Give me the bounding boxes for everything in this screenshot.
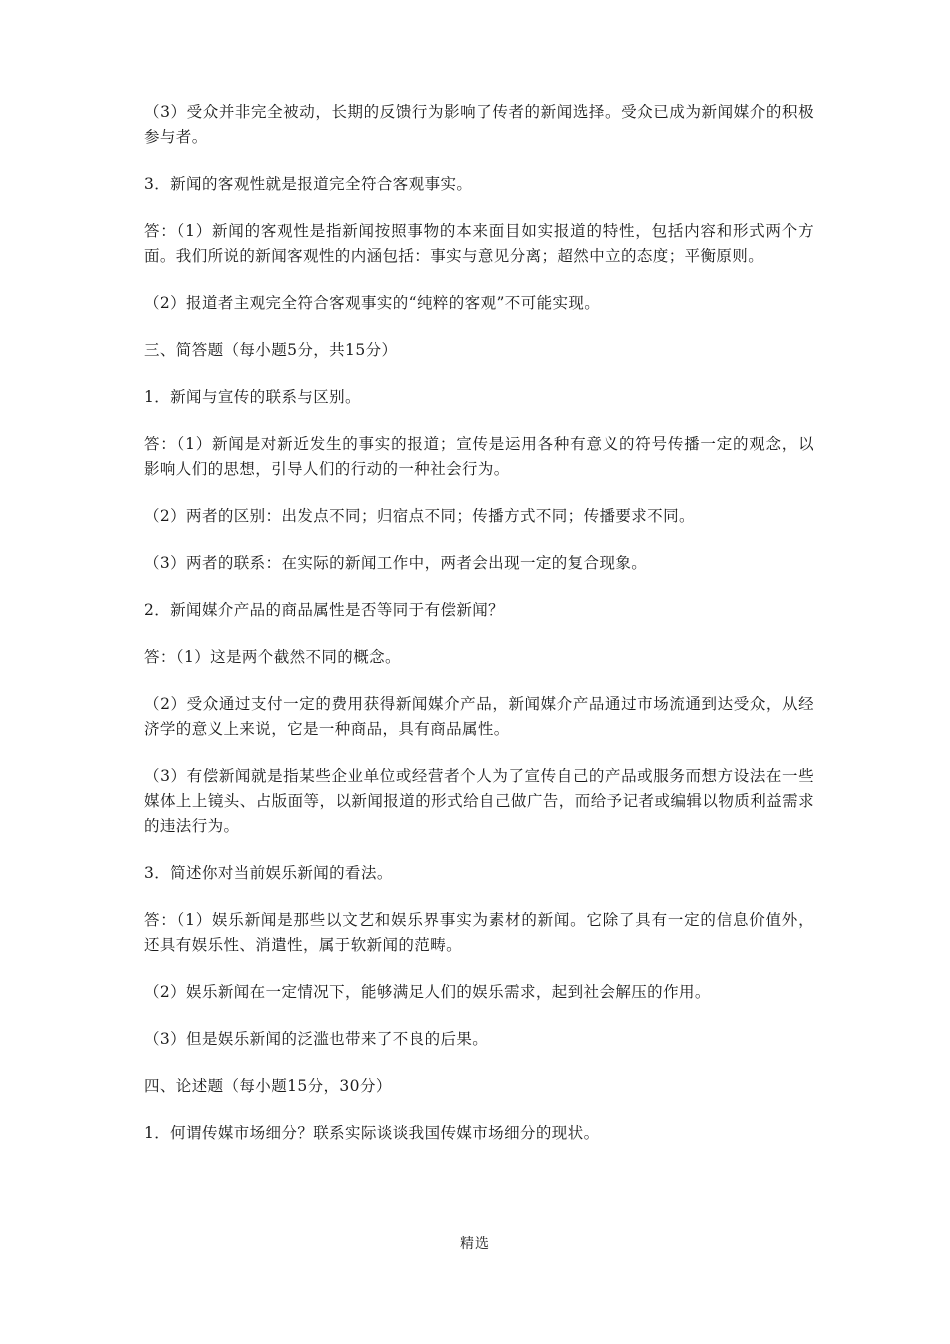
answer-propaganda-1: 答：（1）新闻是对新近发生的事实的报道；宣传是运用各种有意义的符号传播一定的观念，以影响人们的思想，引导人们的行动的一种社会行为。 xyxy=(144,435,814,478)
answer-commodity-2: （2）受众通过支付一定的费用获得新闻媒介产品，新闻媒介产品通过市场流通到达受众，从经济学的意义上来说，它是一种商品，具有商品属性。 xyxy=(144,695,814,738)
answer-entertainment-1: 答：（1）娱乐新闻是那些以文艺和娱乐界事实为素材的新闻。它除了具有一定的信息价值外，还具有娱乐性、消遣性，属于软新闻的范畴。 xyxy=(144,911,814,954)
answer-propaganda-2: （2）两者的区别：出发点不同；归宿点不同；传播方式不同；传播要求不同。 xyxy=(144,507,695,525)
answer-objectivity-1: 答：（1）新闻的客观性是指新闻按照事物的本来面目如实报道的特性，包括内容和形式两个方面。我们所说的新闻客观性的内涵包括：事实与意见分离；超然中立的态度；平衡原则。 xyxy=(144,222,814,265)
question-news-vs-propaganda: 1．新闻与宣传的联系与区别。 xyxy=(144,388,361,406)
question-commodity-attribute: 2．新闻媒介产品的商品属性是否等同于有偿新闻？ xyxy=(144,601,505,619)
document-body xyxy=(144,100,814,1168)
answer-commodity-3: （3）有偿新闻就是指某些企业单位或经营者个人为了宣传自己的产品或服务而想方设法在一些媒体上上镜头、占版面等，以新闻报道的形式给自己做广告，而给予记者或编辑以物质利益需求的违法行为。 xyxy=(144,767,814,835)
question-entertainment-news: 3．简述你对当前娱乐新闻的看法。 xyxy=(144,864,393,882)
answer-commodity-1: 答：（1）这是两个截然不同的概念。 xyxy=(144,648,401,666)
question-market-segmentation: 1．何谓传媒市场细分？联系实际谈谈我国传媒市场细分的现状。 xyxy=(144,1124,600,1142)
paragraph-audience-participation: （3）受众并非完全被动，长期的反馈行为影响了传者的新闻选择。受众已成为新闻媒介的积极参与者。 xyxy=(144,103,814,146)
question-news-objectivity: 3．新闻的客观性就是报道完全符合客观事实。 xyxy=(144,175,473,193)
section-heading-short-answer: 三、简答题（每小题5分，共15分） xyxy=(144,341,398,359)
answer-entertainment-2: （2）娱乐新闻在一定情况下，能够满足人们的娱乐需求，起到社会解压的作用。 xyxy=(144,983,711,1001)
page-footer: 精选 xyxy=(460,1236,490,1252)
answer-propaganda-3: （3）两者的联系：在实际的新闻工作中，两者会出现一定的复合现象。 xyxy=(144,554,648,572)
answer-entertainment-3: （3）但是娱乐新闻的泛滥也带来了不良的后果。 xyxy=(144,1030,489,1048)
answer-objectivity-2: （2）报道者主观完全符合客观事实的“纯粹的客观”不可能实现。 xyxy=(144,294,601,312)
section-heading-essay: 四、论述题（每小题15分，30分） xyxy=(144,1077,392,1095)
